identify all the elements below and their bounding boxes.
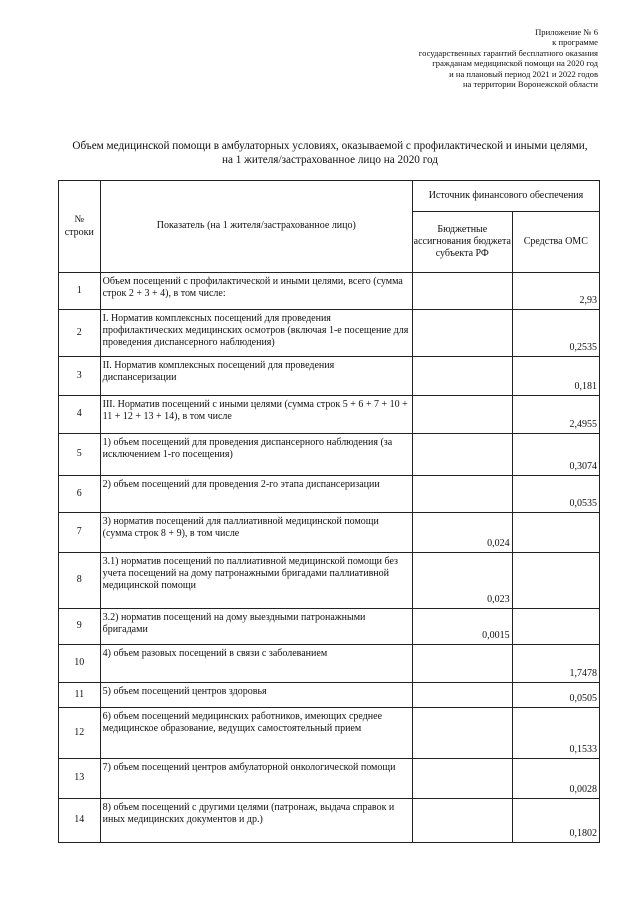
table-row [59, 683, 600, 708]
row-oms-value: 0,0535 [512, 476, 599, 513]
row-oms-value: 0,0505 [512, 683, 599, 708]
row-number: 4 [59, 396, 101, 434]
title-line-2: на 1 жителя/застрахованное лицо на 2020 год [222, 154, 438, 166]
appendix-line: государственных гарантий бесплатного оказания [418, 47, 598, 58]
table-header-row [59, 181, 600, 212]
row-indicator: 3.1) норматив посещений по паллиативной медицинской помощи без учета посещений на дому патронажными бригадами паллиативной медицинской помощи [100, 553, 412, 609]
row-indicator: 8) объем посещений с другими целями (патронаж, выдача справок и иных медицинских документов и др.) [100, 799, 412, 843]
row-indicator: 3) норматив посещений для паллиативной медицинской помощи (сумма строк 8 + 9), в том числе [100, 513, 412, 553]
row-number: 6 [59, 476, 101, 513]
row-number: 5 [59, 434, 101, 476]
appendix-note [419, 27, 598, 89]
title-line-1: Объем медицинской помощи в амбулаторных условиях, оказываемой с профилактической и иными целями, [72, 140, 588, 152]
row-oms-value: 0,181 [512, 357, 599, 396]
table-row [59, 708, 600, 759]
row-oms-value [512, 513, 599, 553]
table-row [59, 645, 600, 683]
header-budget: Бюджетные ассигнования бюджета субъекта РФ [412, 212, 512, 273]
row-budget-value [412, 476, 512, 513]
row-budget-value: 0,0015 [412, 609, 512, 645]
table-row [59, 273, 600, 310]
appendix-line: к программе [552, 37, 598, 48]
table-row [59, 799, 600, 843]
row-indicator: 1) объем посещений для проведения диспансерного наблюдения (за исключением 1-го посещения) [100, 434, 412, 476]
row-oms-value [512, 553, 599, 609]
header-oms: Средства ОМС [512, 212, 599, 273]
row-budget-value [412, 683, 512, 708]
row-budget-value: 0,024 [412, 513, 512, 553]
row-indicator: II. Норматив комплексных посещений для проведения диспансеризации [100, 357, 412, 396]
table-row [59, 310, 600, 357]
table-row [59, 434, 600, 476]
row-number: 2 [59, 310, 101, 357]
row-oms-value: 0,0028 [512, 759, 599, 799]
row-oms-value: 0,1533 [512, 708, 599, 759]
row-budget-value [412, 357, 512, 396]
table-row [59, 396, 600, 434]
table-row [59, 476, 600, 513]
row-number: 11 [59, 683, 101, 708]
row-oms-value [512, 609, 599, 645]
row-number: 10 [59, 645, 101, 683]
volume-table [58, 180, 600, 843]
appendix-line: и на плановый период 2021 и 2022 годов [449, 68, 598, 79]
row-number: 7 [59, 513, 101, 553]
row-number: 14 [59, 799, 101, 843]
row-budget-value [412, 799, 512, 843]
row-oms-value: 2,93 [512, 273, 599, 310]
row-oms-value: 0,3074 [512, 434, 599, 476]
row-number: 9 [59, 609, 101, 645]
row-budget-value [412, 310, 512, 357]
row-indicator: 6) объем посещений медицинских работников, имеющих среднее медицинское образование, ведущих самостоятельный прием [100, 708, 412, 759]
row-indicator: I. Норматив комплексных посещений для проведения профилактических медицинских осмотров (включая 1-е посещение для проведения диспансерного наблюдения) [100, 310, 412, 357]
appendix-line: гражданам медицинской помощи на 2020 год [432, 58, 598, 69]
row-budget-value [412, 645, 512, 683]
row-indicator: 2) объем посещений для проведения 2-го этапа диспансеризации [100, 476, 412, 513]
header-indicator: Показатель (на 1 жителя/застрахованное лицо) [100, 181, 412, 273]
header-row-number: № строки [59, 181, 101, 273]
table-row [59, 609, 600, 645]
row-oms-value: 1,7478 [512, 645, 599, 683]
row-number: 13 [59, 759, 101, 799]
table-row [59, 357, 600, 396]
row-number: 8 [59, 553, 101, 609]
table-row [59, 553, 600, 609]
table-row [59, 513, 600, 553]
row-budget-value [412, 434, 512, 476]
appendix-line: на территории Воронежской области [462, 79, 598, 90]
row-indicator: III. Норматив посещений с иными целями (сумма строк 5 + 6 + 7 + 10 + 11 + 12 + 13 + 14), в том числе [100, 396, 412, 434]
row-indicator: 7) объем посещений центров амбулаторной онкологической помощи [100, 759, 412, 799]
header-funding-source: Источник финансового обеспечения [412, 181, 599, 212]
row-indicator: 5) объем посещений центров здоровья [100, 683, 412, 708]
row-budget-value [412, 759, 512, 799]
table-row [59, 759, 600, 799]
row-number: 1 [59, 273, 101, 310]
document-title [40, 139, 620, 167]
appendix-line: Приложение № 6 [535, 27, 598, 37]
row-indicator: Объем посещений с профилактической и иными целями, всего (сумма строк 2 + 3 + 4), в том числе: [100, 273, 412, 310]
row-number: 3 [59, 357, 101, 396]
row-budget-value [412, 708, 512, 759]
row-oms-value: 2,4955 [512, 396, 599, 434]
row-budget-value: 0,023 [412, 553, 512, 609]
row-budget-value [412, 273, 512, 310]
row-number: 12 [59, 708, 101, 759]
row-budget-value [412, 396, 512, 434]
row-indicator: 3.2) норматив посещений на дому выездными патронажными бригадами [100, 609, 412, 645]
row-indicator: 4) объем разовых посещений в связи с заболеванием [100, 645, 412, 683]
row-oms-value: 0,1802 [512, 799, 599, 843]
row-oms-value: 0,2535 [512, 310, 599, 357]
